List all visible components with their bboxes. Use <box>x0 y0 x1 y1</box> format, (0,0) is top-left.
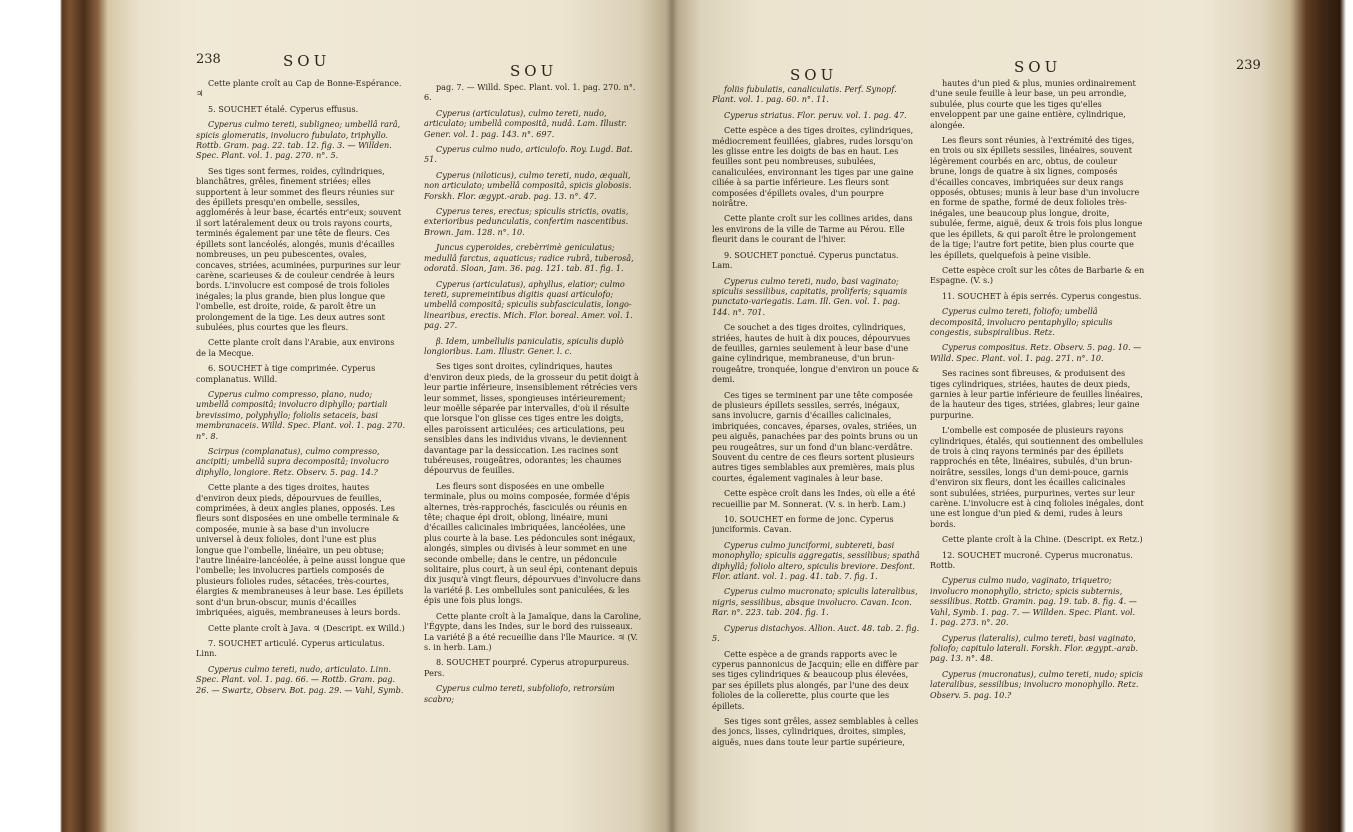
text-paragraph: Cette espèce croît dans les Indes, où elle a été recueillie par M. Sonnerat. (V. s. in herb. Lam.) <box>712 488 916 509</box>
latin-citation: Cyperus (mucronatus), culmo tereti, nudo; spicis lateralibus, sessilibus; involucro monophyllo. Retz. Observ. 5. pag. 10.? <box>930 668 1143 700</box>
text-paragraph: Ces tiges se terminent par une tête composée de plusieurs épillets sessiles, serrés, inégaux, sans involucre, garnis d'écailles calicinales, imbriquées, concaves, éparses, ovales, striées, un peu aiguës, panachées par des points bruns ou un peu rougeâtres, sur un fond d'un blanc-verdâtre. Souvent du centre de ces fleurs sortent plusieurs autres tiges semblables aux premières, mais plus courtes, également vaginales à leur base. <box>712 389 919 483</box>
latin-citation: Cyperus culmo tereti, nudo, articulato. Linn. Spec. Plant. vol. 1. pag. 66. — Rottb. Gram. pag. 26. — Swartz, Observ. Bot. pag. 29. — Vahl, Symb. <box>196 663 404 695</box>
latin-citation: Cyperus culmo tereti, subligneo; umbellâ rarâ, spicis glomeratis, involucro fubulato, triphyllo. Rottb. Gram. pag. 22. tab. 12. fig. 3. — Willden. Spec. Plant. vol. 1. pag. 270. n°. 5. <box>196 119 401 161</box>
text-paragraph: hautes d'un pied & plus, munies ordinairement d'une seule feuille à leur base, un peu arrondie, subulée, plus courte que les tiges qu'elles enveloppent par une gaine entière, cylindrique, alongée. <box>930 78 1136 130</box>
right-page-col2 <box>930 78 1145 768</box>
running-head-left-col2: SOU <box>510 62 558 80</box>
latin-citation: Cyperus (niloticus), culmo tereti, nudo, æquali, non articulato; umbellâ compositâ, spicis globosis. Forskh. Flor. ægypt.-arab. pag. 13. n°. 47. <box>424 169 632 201</box>
text-paragraph: Les fleurs sont disposées en une ombelle terminale, plus ou moins composée, formée d'épis alternes, très-rapprochés, fasciculés ou réunis en tête; chaque épi droit, oblong, linéaire, muni d'écailles calicinales imbriquées, lancéolées, une plus courte à la base. Les pédoncules sont inégaux, alongés, simples ou divisés à leur sommet en une seconde ombelle; dans le centre, un pédoncule solitaire, plus court, à un seul épi, contenant depuis dix jusqu'à vingt fleurs, dépourvues d'involucre dans la variété β. Les ombellules sont paniculées, & les épis une fois plus longs. <box>424 480 641 606</box>
text-paragraph: Ses tiges sont fermes, roides, cylindriques, blanchâtres, grêles, finement striées; elles supportent à leur sommet des fleurs réunies sur des épillets presqu'en ombelle, sessiles, agglomérés à leur base, écartés entr'eux; souvent il sort latéralement deux ou trois rayons courts, terminés également par une tête de fleurs. Ces épillets sont lancéolés, alongés, munis d'écailles nombreuses, un peu pubescentes, ovales, concaves, striées, acuminées, purpurines sur leur carène, scarieuses & de couleur cendrée à leurs bords. L'involucre est composé de trois folioles inégales; la plus grande, bien plus longue que l'ombelle, est droite, roide, & paroît être un prolongement de la tige. Les deux autres sont subulées, plus courtes que les fleurs. <box>196 165 402 332</box>
text-paragraph: Ses racines sont fibreuses, & produisent des tiges cylindriques, striées, hautes de deux pieds, garnies à leur partie inférieure de feuilles linéaires, de la hauteur des tiges, striées, glabres; leur gaine purpurine. <box>930 368 1143 420</box>
text-paragraph: Cette plante croît dans l'Arabie, aux environs de la Mecque. <box>196 337 395 358</box>
text-paragraph: 11. SOUCHET à épis serrés. Cyperus congestus. <box>942 290 1142 301</box>
running-head-right-col1: SOU <box>790 66 838 84</box>
running-head-left-col1: SOU <box>283 52 331 70</box>
text-paragraph: 5. SOUCHET étalé. Cyperus effusus. <box>208 103 359 114</box>
latin-citation: Cyperus culmo junciformi, subtereti, basi monophyllo; spiculis aggregatis, sessilibus; spathâ diphyllâ; foliolo altero, spiculis breviore. Desfont. Flor. atlant. vol. 1. pag. 41. tab. 7. fig. 1. <box>712 539 920 582</box>
latin-citation: Cyperus distachyos. Allion. Auct. 48. tab. 2. fig. 5. <box>712 622 920 644</box>
latin-citation: Cyperus culmo tereti, subfoliofo, retrorsùm scabro; <box>424 683 615 704</box>
text-paragraph: Ses tiges sont droites, cylindriques, hautes d'environ deux pieds, de la grosseur du petit doigt à leur partie inférieure, insensiblement rétrécies vers leur sommet, lisses, spongieuses intérieurement; leur moëlle séparée par intervalles, d'où il résulte que lorsque l'on glisse ces tiges entre les doigts, elles paroissent articulées; ces articulations, peu sensibles dans les individus vivans, le deviennent davantage par la dessiccation. Les racines sont tubéreuses, rougeâtres, odorantes; les chaumes dépourvus de feuilles. <box>424 361 639 476</box>
text-paragraph: Cette espèce a des tiges droites, cylindriques, médiocrement feuillées, glabres, rudes lorsqu'on les glisse entre les doigts de bas en haut. Les feuilles sont peu nombreuses, subulées, canaliculées, environnant les tiges par une gaine ciliée à sa partie inférieure. Les fleurs sont composées d'épillets ovales, d'un pourpre noirâtre. <box>712 125 914 209</box>
text-paragraph: Cette plante a des tiges droites, hautes d'environ deux pieds, dépourvues de feuilles, comprimées, à deux angles planes, opposés. Les fleurs sont disposées en une ombelle terminale & composée, munie à sa base d'un involucre universel à deux folioles, dont l'une est plus longue que l'ombelle, linéaire, un peu obtuse; l'autre linéaire-lancéolée, à peine aussi longue que l'ombelle; les involucres partiels composés de plusieurs folioles rudes, sétacées, très-courtes, élargies & membraneuses à leur base. Les épillets sont d'un brun-obscur, munis d'écailles imbriquées, aiguës, membraneuses à leurs bords. <box>196 482 406 618</box>
text-paragraph: Cette espèce a de grands rapports avec le cyperus pannonicus de Jacquin; elle en diffère par ses tiges cylindriques & beaucoup plus élevées, par ses épillets plus alongés, par l'une des deux folioles de la collerette, plus courte que les épillets. <box>712 648 919 711</box>
latin-citation: Cyperus compositus. Retz. Observ. 5. pag. 10. — Willd. Spec. Plant. vol. 1. pag. 271. n°. 10. <box>930 342 1142 363</box>
text-paragraph: 7. SOUCHET articulé. Cyperus articulatus. Linn. <box>196 637 385 659</box>
latin-citation: Cyperus culmo tereti, nudo, basi vaginato; spiculis sessilibus, capitatis, proliferis; squamis punctato-variegatis. Lam. Ill. Gen. vol. 1. pag. 144. n°. 701. <box>712 275 908 317</box>
text-paragraph: Cette plante croît sur les collines arides, dans les environs de la ville de Tarme au Pérou. Elle fleurit dans le courant de l'hiver. <box>712 213 913 245</box>
text-paragraph: pag. 7. — Willd. Spec. Plant. vol. 1. pag. 270. n°. 6. <box>424 82 636 103</box>
latin-citation: β. Idem, umbellulis paniculatis, spiculis duplò longioribus. Lam. Illustr. Gener. l. c. <box>424 335 624 356</box>
text-paragraph: Ce souchet a des tiges droites, cylindriques, striées, hautes de huit à dix pouces, dépourvues de feuilles, garnies seulement à leur base d'une gaine cylindrique, membraneuse, d'un brun-rougeâtre, tronquée, longue d'environ un pouce & demi. <box>712 322 920 385</box>
right-page-col1 <box>712 84 920 774</box>
left-page-col1 <box>196 78 406 768</box>
left-page-col2 <box>424 82 642 772</box>
latin-citation: Cyperus culmo nudo, vaginato, triquetro; involucro monophyllo, stricto; spicis subternis, sessilibus. Rottb. Gramin. pag. 19. tab. 8. fig. 4. — Vahl, Symb. 1. pag. 7. — Willden. Spec. Plant. vol. 1. pag. 273. n°. 20. <box>930 575 1137 628</box>
text-paragraph: Cette espèce croît sur les côtes de Barbarie & en Espagne. (V. s.) <box>930 264 1145 286</box>
page-number-right: 239 <box>1236 58 1261 73</box>
latin-citation: Cyperus (articulatus), culmo tereti, nudo, articulato; umbellâ compositâ, nudâ. Lam. Illustr. Gener. vol. 1. pag. 143. n°. 697. <box>424 107 627 139</box>
running-head-right-col2: SOU <box>1014 58 1062 76</box>
latin-citation: Cyperus (lateralis), culmo tereti, basi vaginato, foliofo; capitulo laterali. Forskh. Flor. ægypt.-arab. pag. 13. n°. 48. <box>930 632 1139 664</box>
latin-citation: Cyperus (articulatus), aphyllus, elatior; culmo tereti, supremeintibus digitis quasi articulofo; umbellâ compositâ; spiculis subfasciculatis, longo-linearibus, erectis. Mich. Flor. boreal. Amer. vol. 1. pag. 27. <box>424 278 633 331</box>
text-paragraph: 10. SOUCHET en forme de jonc. Cyperus junciformis. Cavan. <box>712 514 894 535</box>
text-paragraph: Les fleurs sont réunies, à l'extrémité des tiges, en trois ou six épillets sessiles, linéaires, souvent légèrement courbés en arc, obtus, de couleur brune, longs de quatre à six lignes, composés d'écailles concaves, imbriquées sur deux rangs opposés, obtuses; munis à leur base d'un involucre en forme de spathe, formé de deux folioles très-inégales, une beaucoup plus longue, droite, subulée, ferme, aiguë, deux & trois fois plus longue que les épillets, & qui paroît être le prolongement de la tige; l'autre fort petite, bien plus courte que les épillets, quelquefois à peine visible. <box>930 135 1143 260</box>
text-paragraph: 6. SOUCHET à tige comprimée. Cyperus complanatus. Willd. <box>196 363 376 384</box>
latin-citation: Cyperus culmo nudo, articulofo. Roy. Lugd. Bat. 51. <box>424 144 633 165</box>
latin-citation: Cyperus striatus. Flor. peruv. vol. 1. pag. 47. <box>724 109 907 120</box>
text-paragraph: L'ombelle est composée de plusieurs rayons cylindriques, étalés, qui soutiennent des ombellules de trois à cinq rayons terminés par des épillets rapprochés en tête, linéaires, subulés, d'un brun-noirâtre, sessiles, longs d'un demi-pouce, garnis d'environ six fleurs, dont les écailles calicinales sont subulées, striées, purpurines, vertes sur leur carène. L'involucre est à cinq folioles inégales, dont une est longue d'un pied & demi, rudes à leurs bords. <box>930 425 1144 529</box>
page-number-left: 238 <box>196 52 221 67</box>
latin-citation: Cyperus culmo tereti, foliofo; umbellâ decompositâ, involucro pentaphyllo; spiculis congestis, subspiralibus. Retz. <box>930 306 1113 337</box>
text-paragraph: Ses tiges sont grêles, assez semblables à celles des joncs, lisses, cylindriques, droites, simples, aiguës, nues dans toute leur partie supérieure, <box>712 715 919 747</box>
text-paragraph: Cette plante croît au Cap de Bonne-Espérance. ♃ <box>196 78 402 99</box>
text-paragraph: 12. SOUCHET mucroné. Cyperus mucronatus. Rottb. <box>930 549 1133 571</box>
latin-citation: foliis fubulatis, canaliculatis. Perf. Synopf. Plant. vol. 1. pag. 60. n°. 11. <box>712 84 897 105</box>
latin-citation: Cyperus culmo mucronato; spiculis lateralibus, nigris, sessilibus, absque involucro. Cavan. Icon. Rar. n°. 223. tab. 204. fig. 1. <box>712 586 918 618</box>
text-paragraph: Cette plante croît à la Jamaïque, dans la Caroline, l'Égypte, dans les Indes, sur le bord des ruisseaux. La variété β a été recueillie dans l'île Maurice. ♃ (V. s. in herb. Lam.) <box>424 610 642 652</box>
text-paragraph: Cette plante croît à Java. ♃ (Descript. ex Willd.) <box>208 622 405 633</box>
latin-citation: Cyperus teres, erectus; spiculis strictis, ovatis, exterioribus pedunculatis, confertim nascentibus. Brown. Jam. 128. n°. 10. <box>424 206 629 237</box>
latin-citation: Juncus cyperoides, crebèrrimè geniculatus; medullâ farctus, aquaticus; radice rubrâ, tuberosâ, odoratâ. Sloan, Jam. 36. pag. 121. tab. 81. fig. 1. <box>424 242 634 274</box>
text-paragraph: 8. SOUCHET pourpré. Cyperus atropurpureus. Pers. <box>424 657 630 678</box>
text-paragraph: Cette plante croît à la Chine. (Descript. ex Retz.) <box>942 534 1143 545</box>
text-paragraph: 9. SOUCHET ponctué. Cyperus punctatus. Lam. <box>712 249 899 271</box>
latin-citation: Scirpus (complanatus), culmo compresso, ancipiti; umbellâ supra decompositâ; involucro diphyllo, longiore. Retz. Observ. 5. pag. 14.? <box>196 446 389 477</box>
latin-citation: Cyperus culmo compresso, plano, nudo; umbellâ compositâ; involucro diphyllo; partiali brevissimo, polyphyllo; foliolis setaceis, basi membranaceis. Willd. Spec. Plant. vol. 1. pag. 270. n°. 8. <box>196 388 406 441</box>
